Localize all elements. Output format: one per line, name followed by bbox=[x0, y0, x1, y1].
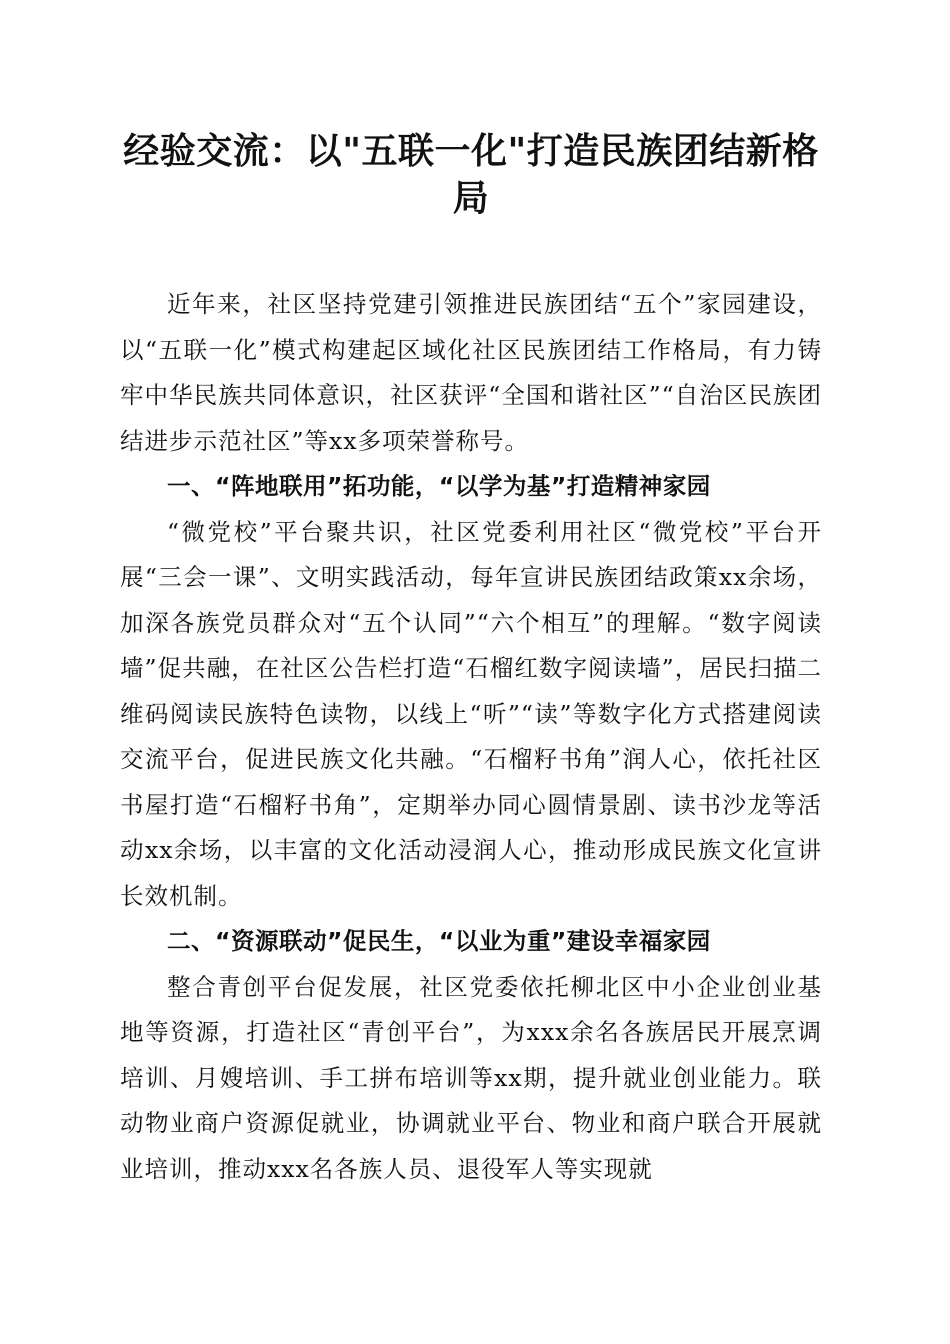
section-body-1: “微党校”平台聚共识，社区党委利用社区“微党校”平台开展“三会一课”、文明实践活动，每年宣讲民族团结政策xx余场，加深各族党员群众对“五个认同”“六个相互”的理解。“数字阅读墙”促共融，在社区公告栏打造“石榴红数字阅读墙”，居民扫描二维码阅读民族特色读物，以线上“听”“读”等数字化方式搭建阅读交流平台，促进民族文化共融。“石榴籽书角”润人心，依托社区书屋打造“石榴籽书角”，定期举办同心圆情景剧、读书沙龙等活动xx余场，以丰富的文化活动浸润人心，推动形成民族文化宣讲长效机制。 bbox=[120, 517, 822, 910]
section-heading-1: 一、“阵地联用”拓功能，“以学为基”打造精神家园 bbox=[167, 472, 711, 500]
section-heading-2: 二、“资源联动”促民生，“以业为重”建设幸福家园 bbox=[167, 927, 711, 955]
document-title: 经验交流：以"五联一化"打造民族团结新格局 bbox=[123, 131, 819, 219]
intro-paragraph: 近年来，社区坚持党建引领推进民族团结“五个”家园建设，以“五联一化”模式构建起区域化社区民族团结工作格局，有力铸牢中华民族共同体意识，社区获评“全国和谐社区”“自治区民族团结进步示范社区”等xx多项荣誉称号。 bbox=[120, 290, 822, 455]
section-body-2: 整合青创平台促发展，社区党委依托柳北区中小企业创业基地等资源，打造社区“青创平台”，为xxx余名各族居民开展烹调培训、月嫂培训、手工拼布培训等xx期，提升就业创业能力。联动物业商户资源促就业，协调就业平台、物业和商户联合开展就业培训，推动xxx名各族人员、退役军人等实现就 bbox=[120, 972, 822, 1183]
document-page bbox=[120, 128, 822, 1192]
